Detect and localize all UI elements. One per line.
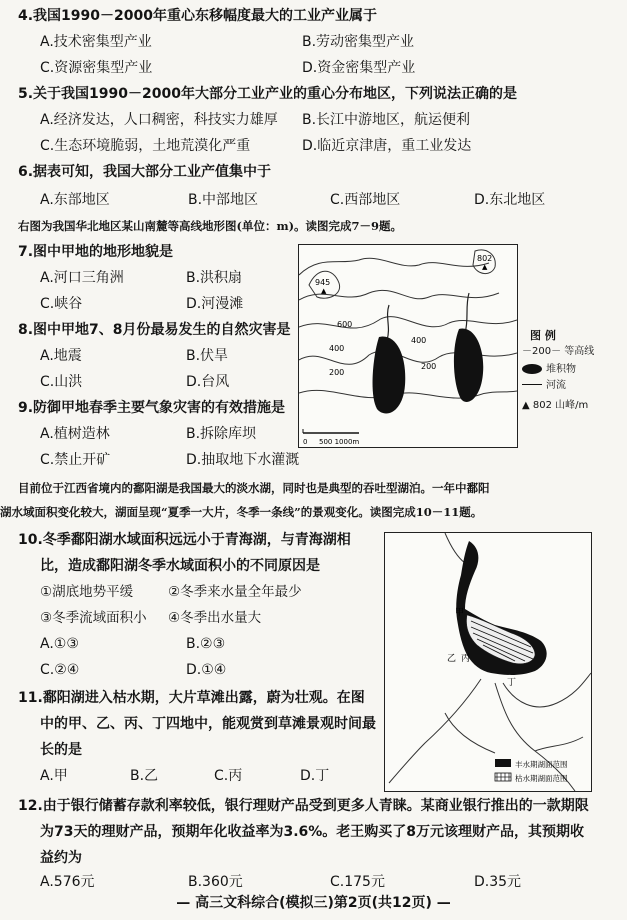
legend-deposit-swatch bbox=[522, 364, 542, 374]
legend-deposit: 堆积物 bbox=[546, 364, 576, 375]
q9-option-a: A.植树造林 bbox=[40, 426, 110, 442]
contour-label: 400 bbox=[329, 344, 345, 353]
legend-river-swatch bbox=[522, 384, 542, 386]
q6-stem: 6.据表可知，我国大部分工业产值集中于 bbox=[18, 164, 272, 180]
q6-option-b: B.中部地区 bbox=[188, 192, 259, 208]
q11-stem-line1: 11.鄱阳湖进入枯水期，大片草滩出露，蔚为壮观。在图 bbox=[18, 690, 365, 706]
legend-peak: ▲ 802 山峰/m bbox=[522, 400, 589, 411]
legend-dry: 枯水期湖面范围 bbox=[515, 774, 568, 783]
legend-contour: －200－ 等高线 bbox=[522, 346, 595, 357]
q10-stem-line1: 10.冬季鄱阳湖水域面积远远小于青海湖，与青海湖相 bbox=[18, 532, 351, 548]
q10-reason-1: ①湖底地势平缓 bbox=[40, 584, 134, 600]
q12-option-d: D.35元 bbox=[474, 874, 522, 890]
q10-option-a: A.①③ bbox=[40, 636, 79, 652]
q6-option-c: C.西部地区 bbox=[330, 192, 401, 208]
q10-reason-3: ③冬季流域面积小 bbox=[40, 610, 147, 626]
q4-option-c: C.资源密集型产业 bbox=[40, 60, 153, 76]
peak-802-icon: ▲ bbox=[482, 263, 488, 271]
contour-map bbox=[298, 244, 518, 448]
q10-reason-2: ②冬季来水量全年最少 bbox=[168, 584, 302, 600]
q5-stem: 5.关于我国1990－2000年大部分工业产业的重心分布地区，下列说法正确的是 bbox=[18, 86, 517, 102]
q8-option-c: C.山洪 bbox=[40, 374, 83, 390]
q12-option-b: B.360元 bbox=[188, 874, 243, 890]
q7-option-d: D.河漫滩 bbox=[186, 296, 244, 312]
q9-option-c: C.禁止开矿 bbox=[40, 452, 111, 468]
q8-option-d: D.台风 bbox=[186, 374, 230, 390]
q12-option-a: A.576元 bbox=[40, 874, 95, 890]
q9-option-d: D.抽取地下水灌溉 bbox=[186, 452, 300, 468]
q12-option-c: C.175元 bbox=[330, 874, 385, 890]
q10-stem-line2: 比，造成鄱阳湖冬季水域面积小的不同原因是 bbox=[40, 558, 320, 574]
label-yi: 乙 bbox=[447, 654, 457, 664]
q7-option-c: C.峡谷 bbox=[40, 296, 83, 312]
q10-option-d: D.①④ bbox=[186, 662, 227, 678]
q4-option-d: D.资金密集型产业 bbox=[302, 60, 416, 76]
q11-option-a: A.甲 bbox=[40, 768, 68, 784]
q10-option-c: C.②④ bbox=[40, 662, 80, 678]
q11-option-c: C.丙 bbox=[214, 768, 243, 784]
poyang-lake-map bbox=[384, 532, 592, 792]
contour-label: 200 bbox=[329, 368, 345, 377]
label-bing: 丙 bbox=[461, 654, 471, 664]
peak-945-label: 945 bbox=[315, 278, 331, 287]
scale-label: 500 1000m bbox=[319, 438, 360, 446]
q9-option-b: B.拆除库坝 bbox=[186, 426, 257, 442]
q6-option-d: D.东北地区 bbox=[474, 192, 546, 208]
q5-option-d: D.临近京津唐，重工业发达 bbox=[302, 138, 472, 154]
intro-7-9: 右图为我国华北地区某山南麓等高线地形图(单位：m)。读图完成7－9题。 bbox=[18, 219, 403, 233]
q6-option-a: A.东部地区 bbox=[40, 192, 110, 208]
page-footer: — 高三文科综合(模拟三)第2页(共12页) — bbox=[176, 895, 451, 911]
q9-stem: 9.防御甲地春季主要气象灾害的有效措施是 bbox=[18, 400, 286, 416]
q8-option-b: B.伏旱 bbox=[186, 348, 229, 364]
contour-label: 600 bbox=[337, 320, 353, 329]
q4-stem: 4.我国1990－2000年重心东移幅度最大的工业产业属于 bbox=[18, 8, 377, 24]
q8-stem: 8.图中甲地7、8月份最易发生的自然灾害是 bbox=[18, 322, 291, 338]
q5-option-b: B.长江中游地区，航运便利 bbox=[302, 112, 471, 128]
q11-option-d: D.丁 bbox=[300, 768, 330, 784]
q5-option-a: A.经济发达，人口稠密，科技实力雄厚 bbox=[40, 112, 278, 128]
scale-zero: 0 bbox=[303, 438, 308, 446]
q12-stem-line2: 为73天的理财产品，预期年化收益率为3.6%。老王购买了8万元该理财产品，其预期收 bbox=[40, 824, 585, 840]
q11-stem-line3: 长的是 bbox=[40, 742, 82, 758]
q7-option-b: B.洪积扇 bbox=[186, 270, 243, 286]
legend-river: 河流 bbox=[546, 380, 566, 391]
intro-10-11-line1: 目前位于江西省境内的鄱阳湖是我国最大的淡水湖，同时也是典型的吞吐型湖泊。一年中鄱阳 bbox=[18, 481, 490, 495]
q12-stem-line3: 益约为 bbox=[40, 850, 82, 866]
q7-option-a: A.河口三角洲 bbox=[40, 270, 124, 286]
q10-option-b: B.②③ bbox=[186, 636, 226, 652]
label-ding: 丁 bbox=[507, 678, 517, 688]
q5-option-c: C.生态环境脆弱，土地荒漠化严重 bbox=[40, 138, 251, 154]
contour-label: 400 bbox=[411, 336, 427, 345]
label-jia: 甲 bbox=[455, 608, 465, 618]
q11-stem-line2: 中的甲、乙、丙、丁四地中，能观赏到草滩景观时间最 bbox=[40, 716, 376, 732]
intro-10-11-line2: 湖水域面积变化较大，湖面呈现“夏季一大片，冬季一条线”的景观变化。读图完成10－11题。 bbox=[0, 505, 483, 519]
peak-945-icon: ▲ bbox=[321, 287, 327, 295]
q7-stem: 7.图中甲地的地形地貌是 bbox=[18, 244, 174, 260]
q4-option-b: B.劳动密集型产业 bbox=[302, 34, 415, 50]
legend-flood: 丰水期湖面范围 bbox=[515, 760, 568, 769]
q10-reason-4: ④冬季出水量大 bbox=[168, 610, 262, 626]
q4-option-a: A.技术密集型产业 bbox=[40, 34, 152, 50]
contour-label: 200 bbox=[421, 362, 437, 371]
q12-stem-line1: 12.由于银行储蓄存款利率较低，银行理财产品受到更多人青睐。某商业银行推出的一款期限 bbox=[18, 798, 589, 814]
q11-option-b: B.乙 bbox=[130, 768, 159, 784]
peak-802-label: 802 bbox=[477, 254, 493, 263]
legend-title: 图 例 bbox=[530, 329, 556, 342]
q8-option-a: A.地震 bbox=[40, 348, 82, 364]
